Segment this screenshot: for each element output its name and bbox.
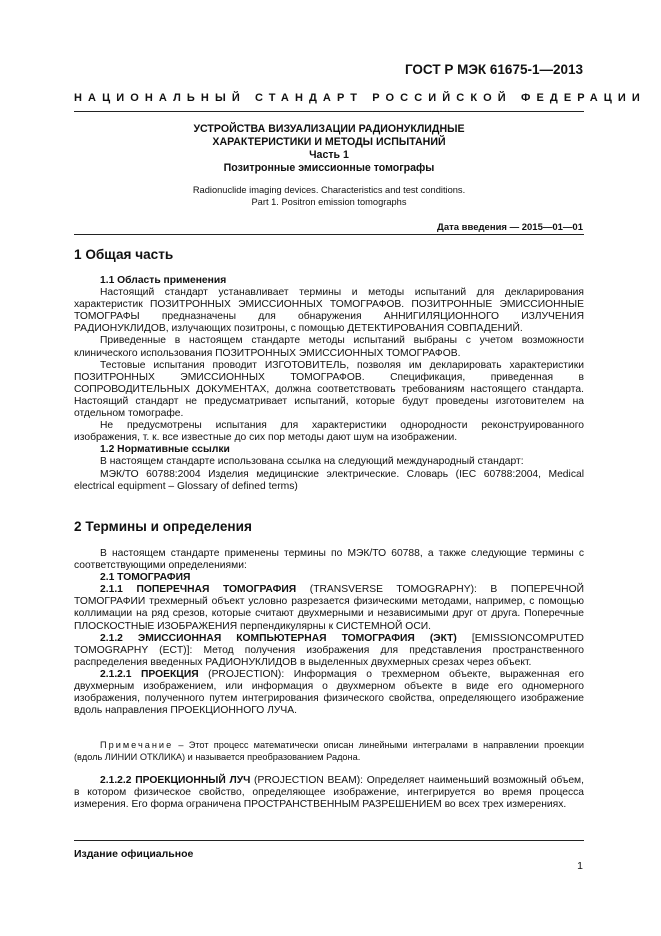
section-2-heading: 2 Термины и определения xyxy=(74,519,252,534)
section-2-body xyxy=(74,548,584,717)
title-line-1: УСТРОЙСТВА ВИЗУАЛИЗАЦИИ РАДИОНУКЛИДНЫЕ xyxy=(193,123,465,135)
term-label: 2.1.1 ПОПЕРЕЧНАЯ ТОМОГРАФИЯ xyxy=(100,584,297,596)
term-text: (TRANSVERSE TOMOGRAPHY): В ПОПЕРЕЧНОЙ ТОМОГРАФИИ трехмерный объект условно разрезается физическими методами, например, с помощью коллимации на ряд срезов, которые считают двухмерными и независимыми друг от друга. Поперечные ПЛОСКОСТНЫЕ ИЗОБРАЖЕНИЯ перпендикулярны к СИСТЕМНОЙ ОСИ. xyxy=(74,584,584,632)
reference-entry: МЭК/ТО 60788:2004 Изделия медицинские электрические. Словарь (IEC 60788:2004, Medical electrical equipment – Glossary of defined terms) xyxy=(74,468,584,492)
note xyxy=(74,740,584,763)
title-subtitle: Позитронные эмиссионные томографы xyxy=(223,162,435,174)
section-2-body-continued xyxy=(74,775,584,811)
title-english xyxy=(74,184,584,208)
paragraph: Приведенные в настоящем стандарте методы испытаний выбраны с учетом возможности клинического использования ПОЗИТРОННЫХ ЭМИССИОННЫХ ТОМОГРАФОВ. xyxy=(74,335,584,359)
subsection-1-1-heading: 1.1 Область применения xyxy=(100,275,227,286)
term-label: 2.1.2.2 ПРОЕКЦИОННЫЙ ЛУЧ xyxy=(100,775,251,786)
title-line-2: ХАРАКТЕРИСТИКИ И МЕТОДЫ ИСПЫТАНИЙ xyxy=(212,136,446,148)
note-text: – Этот процесс математически описан линейными интегралами в направлении проекции (вдоль ЛИНИИ ОТКЛИКА) и называется преобразованием Радона. xyxy=(74,740,584,762)
note-label: Примечание xyxy=(100,740,174,750)
term-2-1-1 xyxy=(74,584,584,632)
subsection-1-2-heading: 1.2 Нормативные ссылки xyxy=(100,444,230,456)
term-label: 2.1.2 ЭМИССИОННАЯ КОМПЬЮТЕРНАЯ ТОМОГРАФИЯ (ЭКТ) xyxy=(100,632,457,644)
term-text: (PROJECTION): Информация о трехмерном объекте, выраженная его двухмерным изображением, или информация о двухмерном объекте в виде его одномерного изображения, полученного путем интегрирования физического свойства, определяющего изображение вдоль направления ПРОЕКЦИОННОГО ЛУЧА. xyxy=(74,668,585,717)
paragraph: Тестовые испытания проводит ИЗГОТОВИТЕЛЬ, позволяя им декларировать характеристики ПОЗИТРОННЫХ ЭМИССИОННЫХ ТОМОГРАФОВ. Спецификация, приведенная в СОПРОВОДИТЕЛЬНЫХ ДОКУМЕНТАХ, должна соответствовать требованиям настоящего стандарта. Настоящий стандарт не предусматривает испытаний, которые будут проведены изготовителем на отдельном томографе. xyxy=(74,359,584,420)
introduction-date: Дата введения — 2015—01—01 xyxy=(437,222,583,233)
edition-label: Издание официальное xyxy=(74,848,194,860)
term-text: [EMISSIONCOMPUTED TOMOGRAPHY (ECT)]: Метод получения изображения для представления пространственного распределения введенных РАДИОНУКЛИДОВ в выделенных двухмерных срезах через объект. xyxy=(74,632,584,668)
national-standard-banner: НАЦИОНАЛЬНЫЙ СТАНДАРТ РОССИЙСКОЙ ФЕДЕРАЦИИ xyxy=(74,92,646,104)
term-2-1-2 xyxy=(74,633,584,669)
section-1-heading: 1 Общая часть xyxy=(74,247,174,262)
footer-rule xyxy=(74,840,584,841)
term-2-1-2-1 xyxy=(74,669,584,717)
document-code: ГОСТ Р МЭК 61675-1—2013 xyxy=(404,62,583,77)
term-text: (PROJECTION BEAM): Определяет наименьший возможный объем, в котором физическое свойство, определяющее изображение, интегрируется во время процесса измерения. Его форма ограничена ПРОСТРАНСТВЕННЫМ РАЗРЕШЕНИЕМ во всех трех измерениях. xyxy=(74,775,584,811)
term-2-1-heading: 2.1 ТОМОГРАФИЯ xyxy=(100,572,191,584)
section-1-body xyxy=(74,275,584,493)
paragraph: Настоящий стандарт устанавливает термины и методы испытаний для декларирования характеристик ПОЗИТРОННЫХ ЭМИССИОННЫХ ТОМОГРАФОВ. ПОЗИТРОННЫЕ ЭМИССИОННЫЕ ТОМОГРАФЫ предназначены для обнаружения АННИГИЛЯЦИОННОГО ИЗЛУЧЕНИЯ РАДИОНУКЛИДОВ, излучающих позитроны, с помощью ДЕТЕКТИРОВАНИЯ СОВПАДЕНИЙ. xyxy=(74,287,584,335)
paragraph: В настоящем стандарте применены термины по МЭК/ТО 60788, а также следующие термины с соответствующими определениями: xyxy=(74,548,584,572)
paragraph: В настоящем стандарте использована ссылка на следующий международный стандарт: xyxy=(100,456,524,468)
term-label: 2.1.2.1 ПРОЕКЦИЯ xyxy=(100,668,199,680)
paragraph: Не предусмотрены испытания для характеристики однородности реконструированного изображения, т. к. все известные до сих пор методы дают шум на изображении. xyxy=(74,420,584,444)
header-rule xyxy=(74,111,584,112)
page-number: 1 xyxy=(577,860,583,872)
title-en-line-1: Radionuclide imaging devices. Characteristics and test conditions. xyxy=(192,185,466,195)
title-en-line-2: Part 1. Positron emission tomographs xyxy=(251,197,407,207)
title-part: Часть 1 xyxy=(309,149,349,161)
term-2-1-2-2 xyxy=(74,775,584,811)
title-russian xyxy=(74,123,584,175)
date-rule xyxy=(74,234,584,235)
